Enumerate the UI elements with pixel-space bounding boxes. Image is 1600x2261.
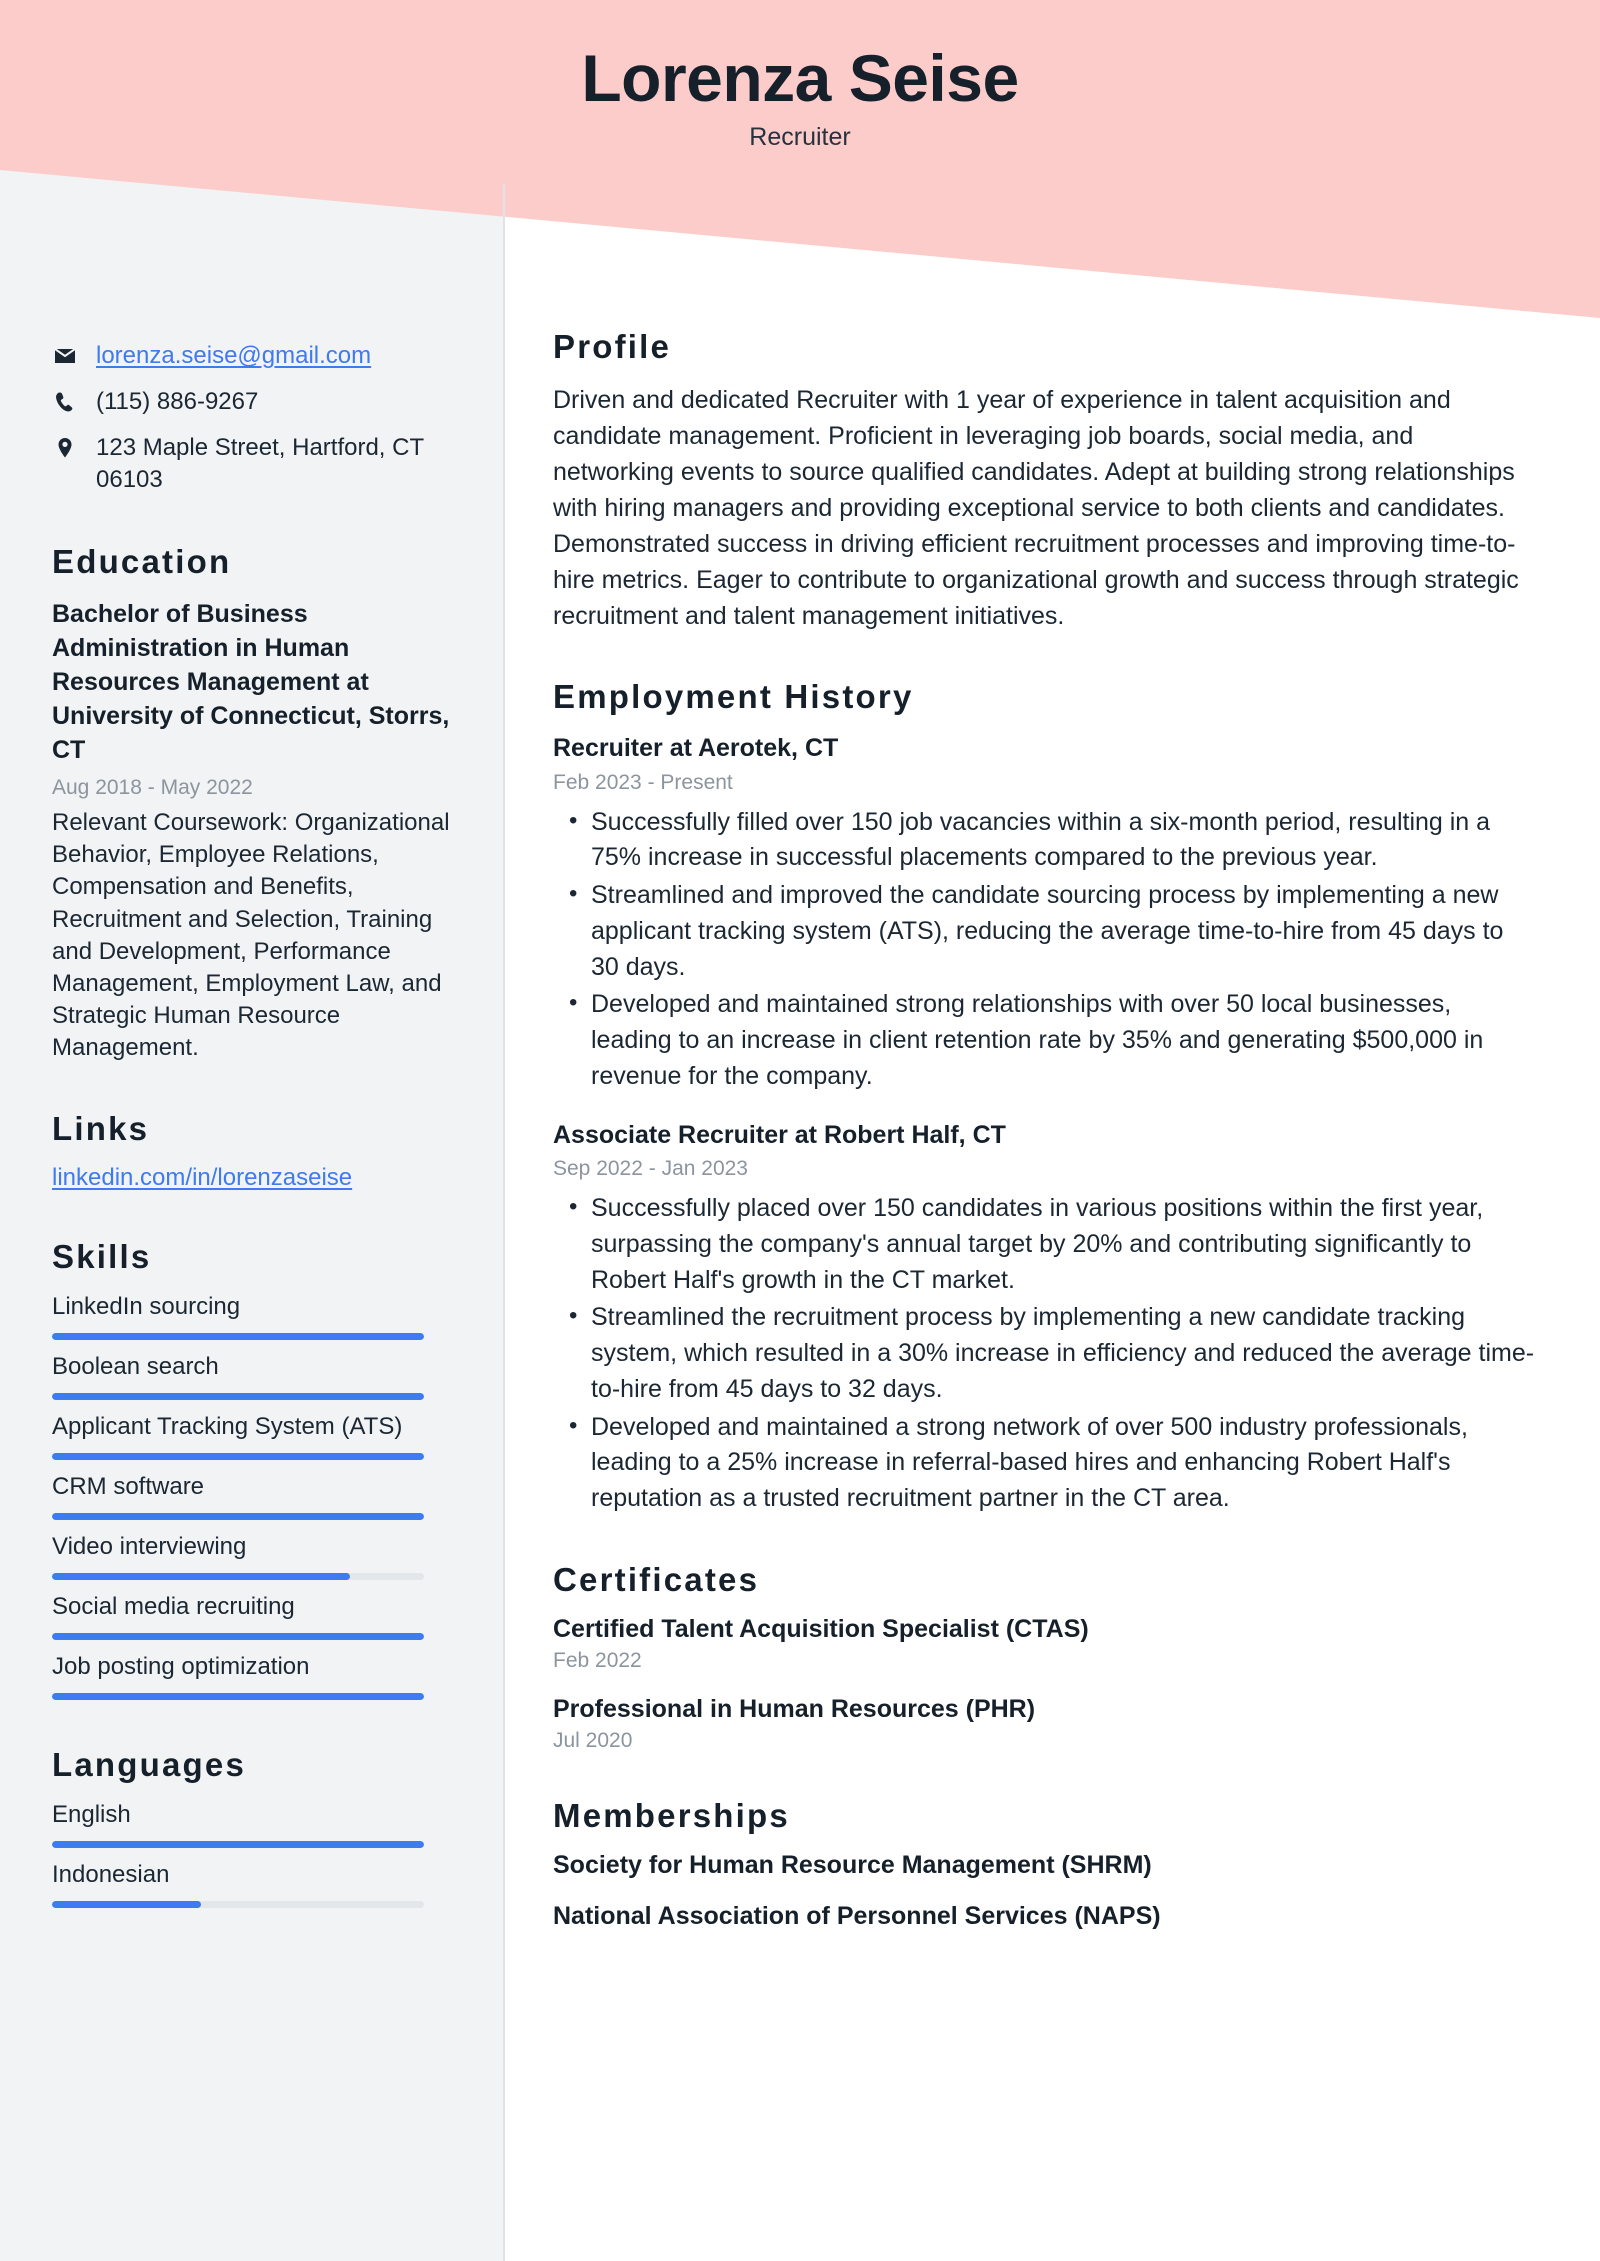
skill-label: CRM software — [52, 1473, 205, 1501]
employment-bullet: • Successfully placed over 150 candidates in various positions within the first year, surpassing the company's annual target by 20% and contributing significantly to Robert Half's growth in the CT market. — [553, 1191, 1538, 1298]
skill-label: Social media recruiting — [52, 1593, 295, 1621]
employment-list — [553, 732, 1538, 1517]
skill-level-fill — [52, 1453, 424, 1460]
address-value: 123 Maple Street, Hartford, CT 06103 — [96, 434, 424, 493]
contact-phone-row — [52, 386, 452, 417]
phone-icon — [52, 386, 78, 414]
location-pin-icon — [52, 432, 78, 460]
contact-email-row — [52, 340, 452, 371]
language-level-fill — [52, 1901, 201, 1908]
education-heading: Education — [52, 542, 232, 580]
employment-bullet: • Successfully filled over 150 job vacancies within a six-month period, resulting in a 75% increase in successful placements compared to the previous year. — [553, 805, 1538, 877]
skill-item — [52, 1412, 452, 1460]
skill-item — [52, 1592, 452, 1640]
language-item — [52, 1860, 452, 1908]
skills-heading: Skills — [52, 1238, 152, 1276]
skill-item — [52, 1652, 452, 1700]
skill-item — [52, 1472, 452, 1520]
skill-level-fill — [52, 1393, 424, 1400]
profile-heading: Profile — [553, 328, 672, 365]
certificate-name: Professional in Human Resources (PHR) — [553, 1694, 1036, 1723]
employment-bullet: • Developed and maintained a strong network of over 500 industry professionals, leading to a 25% increase in referral-based hires and enhancing Robert Half's reputation as a trusted recruitment partner in the CT area. — [553, 1410, 1538, 1517]
skill-level-fill — [52, 1573, 350, 1580]
memberships-section — [553, 1797, 1538, 1931]
education-description: Relevant Coursework: Organizational Behavior, Employee Relations, Compensation and Benefits, Recruitment and Selection, Training and Development, Performance Management, Employment Law, and Strategic Human Resource Management. — [52, 809, 450, 1062]
skill-label: Boolean search — [52, 1353, 219, 1381]
employment-section — [553, 678, 1538, 1517]
education-degree: Bachelor of Business Administration in Human Resources Management at University of Connecticut, Storrs, CT — [52, 599, 450, 764]
certificates-heading: Certificates — [553, 1560, 760, 1598]
column-divider — [503, 184, 505, 2261]
employment-entry — [553, 732, 1538, 1095]
skill-item — [52, 1532, 452, 1580]
skill-level-track — [52, 1573, 424, 1580]
membership-item: Society for Human Resource Management (SHRM) — [553, 1850, 1152, 1879]
skill-level-fill — [52, 1633, 424, 1640]
main-column — [553, 328, 1538, 1975]
skill-level-track — [52, 1633, 424, 1640]
skill-level-fill — [52, 1693, 424, 1700]
skills-list — [52, 1292, 452, 1700]
skill-label: LinkedIn sourcing — [52, 1293, 241, 1321]
employment-entry-date: Feb 2023 - Present — [553, 770, 733, 794]
header — [0, 0, 1600, 200]
language-level-fill — [52, 1841, 424, 1848]
employment-bullet-list — [553, 1191, 1538, 1517]
envelope-icon — [52, 340, 78, 368]
certificate-date: Jul 2020 — [553, 1728, 633, 1752]
certificates-list — [553, 1615, 1538, 1753]
skill-label: Job posting optimization — [52, 1653, 310, 1681]
links-list — [52, 1164, 452, 1192]
language-label: Indonesian — [52, 1861, 170, 1889]
profile-text: Driven and dedicated Recruiter with 1 year of experience in talent acquisition and candidate management. Proficient in leveraging job boards, social media, and networking events to source qualified candidates. Adept at building strong relationships with hiring managers and providing exceptional service to both clients and candidates. Demonstrated success in driving efficient recruitment processes and improving time-to-hire metrics. Eager to contribute to organizational growth and success through strategic recruitment and talent management initiatives. — [553, 386, 1519, 630]
page-title: Lorenza Seise — [581, 41, 1019, 115]
language-label: English — [52, 1801, 131, 1829]
employment-heading: Employment History — [553, 678, 914, 715]
skill-level-fill — [52, 1333, 424, 1340]
language-level-track — [52, 1841, 424, 1848]
skill-item — [52, 1292, 452, 1340]
linkedin-link[interactable]: linkedin.com/in/lorenzaseise — [52, 1164, 353, 1192]
skill-item — [52, 1352, 452, 1400]
employment-bullet: • Developed and maintained strong relationships with over 50 local businesses, leading to an increase in client retention rate by 35% and generating $500,000 in revenue for the company. — [553, 987, 1538, 1094]
membership-item: National Association of Personnel Services (NAPS) — [553, 1901, 1161, 1930]
employment-bullet-list — [553, 805, 1538, 1095]
profile-section — [553, 328, 1538, 634]
links-heading: Links — [52, 1110, 150, 1148]
certificate-date: Feb 2022 — [553, 1648, 642, 1672]
employment-bullet: • Streamlined the recruitment process by implementing a new candidate tracking system, which resulted in a 30% increase in efficiency and reduced the average time-to-hire from 45 days to 32 days. — [553, 1300, 1538, 1407]
language-item — [52, 1800, 452, 1848]
certificate-item — [553, 1615, 1538, 1673]
languages-heading: Languages — [52, 1746, 247, 1784]
skill-level-track — [52, 1333, 424, 1340]
skill-level-track — [52, 1453, 424, 1460]
skill-level-track — [52, 1393, 424, 1400]
skill-label: Applicant Tracking System (ATS) — [52, 1413, 403, 1441]
email-link[interactable]: lorenza.seise@gmail.com — [96, 342, 372, 369]
skill-level-fill — [52, 1513, 424, 1520]
phone-value: (115) 886-9267 — [96, 388, 259, 416]
contact-address-row — [52, 432, 452, 494]
employment-entry — [553, 1119, 1538, 1517]
education-entry — [52, 597, 452, 1065]
sidebar — [52, 340, 452, 1920]
certificates-section — [553, 1561, 1538, 1753]
employment-entry-date: Sep 2022 - Jan 2023 — [553, 1157, 748, 1180]
employment-bullet: • Streamlined and improved the candidate sourcing process by implementing a new applicant tracking system (ATS), reducing the average time-to-hire from 45 days to 30 days. — [553, 878, 1538, 985]
certificate-name: Certified Talent Acquisition Specialist (CTAS) — [553, 1614, 1089, 1643]
memberships-list — [553, 1851, 1538, 1931]
job-title: Recruiter — [749, 122, 851, 151]
language-level-track — [52, 1901, 424, 1908]
education-date: Aug 2018 - May 2022 — [52, 775, 253, 799]
employment-entry-title: Associate Recruiter at Robert Half, CT — [553, 1120, 1006, 1149]
skill-label: Video interviewing — [52, 1533, 247, 1561]
employment-entry-title: Recruiter at Aerotek, CT — [553, 734, 839, 762]
memberships-heading: Memberships — [553, 1796, 790, 1834]
languages-list — [52, 1800, 452, 1908]
skill-level-track — [52, 1693, 424, 1700]
certificate-item — [553, 1695, 1538, 1753]
skill-level-track — [52, 1513, 424, 1520]
